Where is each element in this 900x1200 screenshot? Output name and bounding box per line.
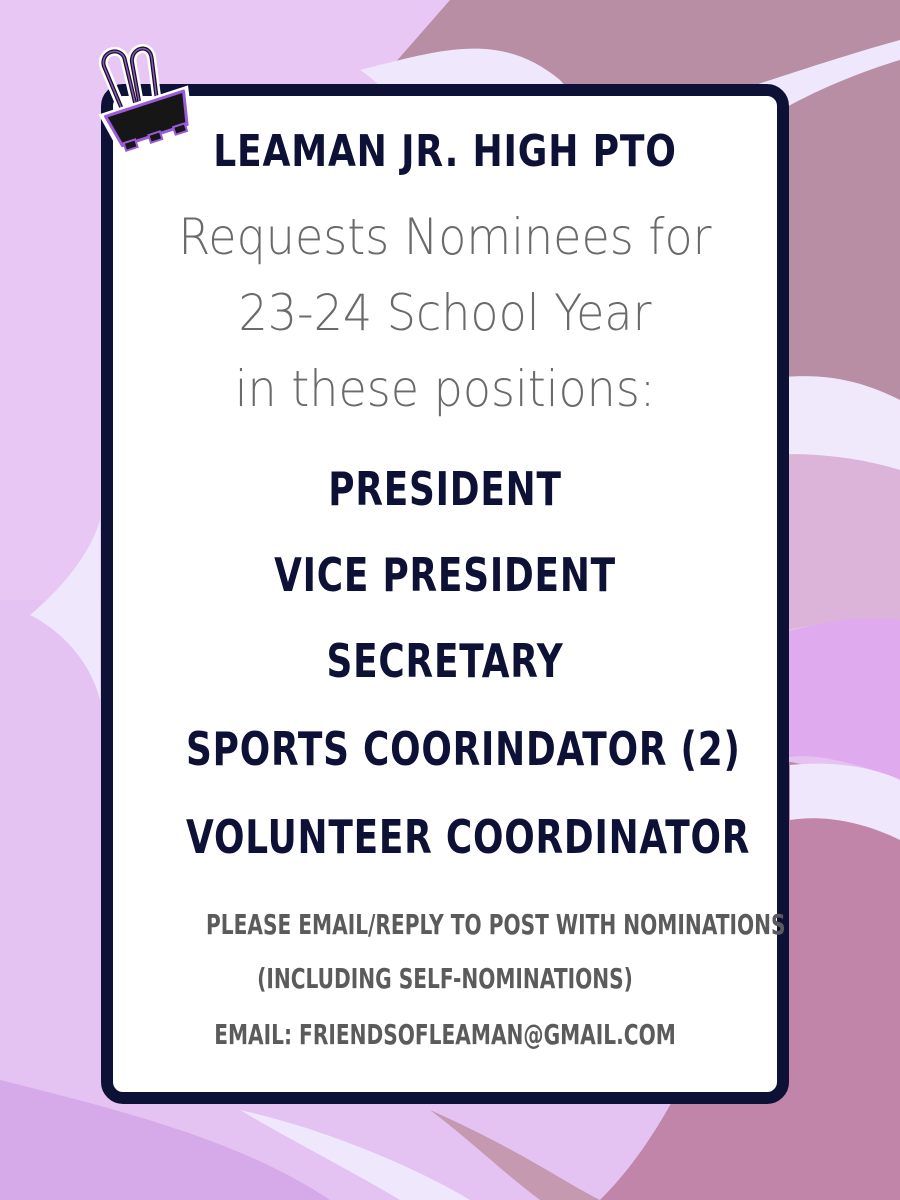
subtitle-line: in these positions: bbox=[234, 360, 656, 418]
binder-clip-icon bbox=[78, 34, 208, 164]
position-item: SECRETARY bbox=[326, 634, 564, 688]
contact-email: EMAIL: FRIENDSOFLEAMAN@GMAIL.COM bbox=[214, 1018, 676, 1051]
position-item: PRESIDENT bbox=[328, 462, 562, 516]
position-item: VOLUNTEER COORDINATOR bbox=[186, 810, 751, 864]
position-item: VICE PRESIDENT bbox=[274, 548, 616, 602]
flyer-card bbox=[101, 84, 789, 1104]
self-nomination-note: (INCLUDING SELF-NOMINATIONS) bbox=[257, 962, 633, 995]
nomination-instructions: PLEASE EMAIL/REPLY TO POST WITH NOMINATIONS bbox=[205, 908, 786, 941]
position-item: SPORTS COORINDATOR (2) bbox=[186, 722, 741, 776]
flyer-title: LEAMAN JR. HIGH PTO bbox=[213, 126, 677, 177]
subtitle-line: Requests Nominees for bbox=[178, 208, 712, 266]
subtitle-line: 23-24 School Year bbox=[238, 284, 652, 342]
